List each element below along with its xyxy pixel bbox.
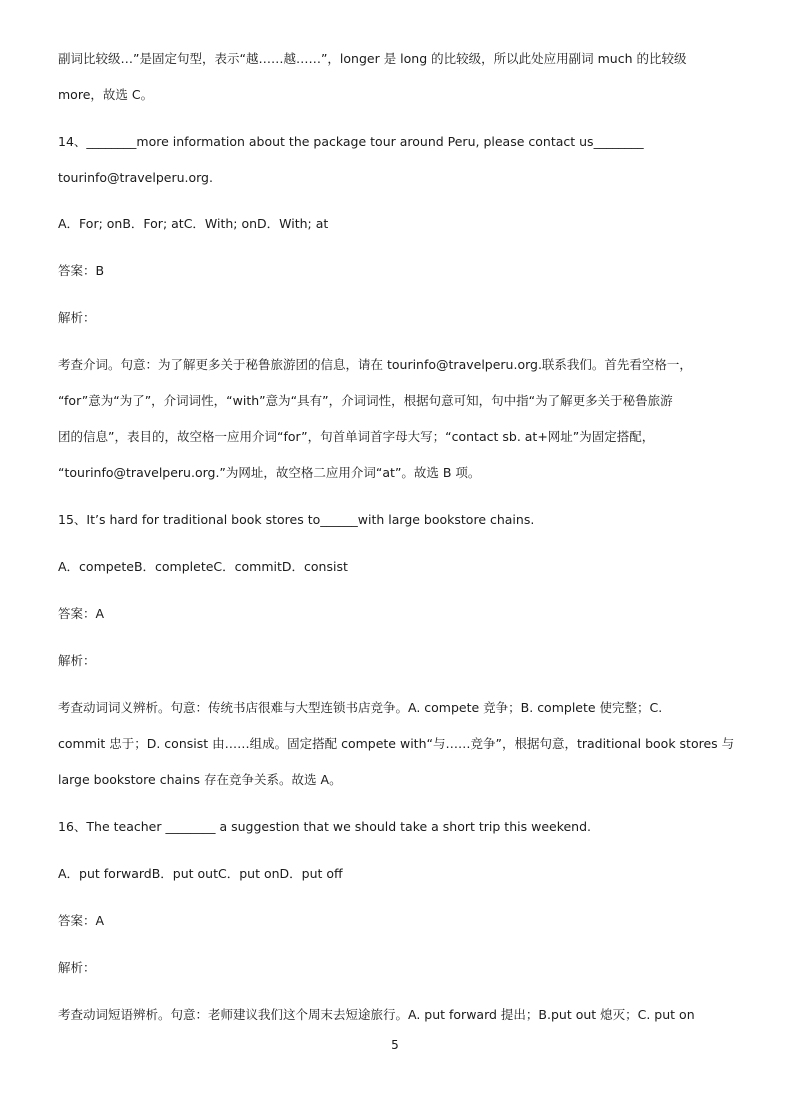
question-14-stem-cont: tourinfo@travelperu.org. xyxy=(58,170,213,185)
question-16-analysis: 考查动词短语辨析。句意：老师建议我们这个周末去短途旅行。A. put forward 提出；B.put out 熄灭；C. put on xyxy=(58,1007,695,1022)
text-line: more，故选 C。 xyxy=(58,87,154,102)
question-14-answer: 答案：B xyxy=(58,263,105,278)
question-15-analysis: commit 忠于；D. consist 由……组成。固定搭配 compete with“与……竞争”，根据句意，traditional book stores 与 xyxy=(58,736,735,751)
question-14-analysis: “tourinfo@travelperu.org.”为网址，故空格二应用介词“at”。故选 B 项。 xyxy=(58,465,481,480)
question-16-analysis-label: 解析： xyxy=(58,960,96,975)
question-16-answer: 答案：A xyxy=(58,913,105,928)
question-16-options: A．put forwardB．put outC．put onD．put off xyxy=(58,866,343,881)
question-15-analysis-label: 解析： xyxy=(58,653,96,668)
question-14-stem: 14、________more information about the package tour around Peru, please contact us________ xyxy=(58,134,644,149)
question-14-analysis: 考查介词。句意：为了解更多关于秘鲁旅游团的信息，请在 tourinfo@travelperu.org.联系我们。首先看空格一， xyxy=(58,357,692,372)
question-16-stem: 16、The teacher ________ a suggestion that we should take a short trip this weekend. xyxy=(58,819,592,834)
question-15-answer: 答案：A xyxy=(58,606,105,621)
question-15-options: A．competeB．completeC．commitD．consist xyxy=(58,559,348,574)
page-number: 5 xyxy=(391,1038,399,1052)
question-14-analysis: 团的信息”，表目的，故空格一应用介词“for”，句首单词首字母大写；“contact sb. at+网址”为固定搭配， xyxy=(58,429,655,444)
text-line: 副词比较级…”是固定句型，表示“越……越……”，longer 是 long 的比较级，所以此处应用副词 much 的比较级 xyxy=(58,51,687,66)
question-14-analysis: “for”意为“为了”，介词词性，“with”意为“具有”，介词词性，根据句意可知，句中指“为了解更多关于秘鲁旅游 xyxy=(58,393,673,408)
question-15-stem: 15、It’s hard for traditional book stores to______with large bookstore chains. xyxy=(58,512,535,527)
question-15-analysis: large bookstore chains 存在竞争关系。故选 A。 xyxy=(58,772,342,787)
question-14-options: A．For; onB．For; atC．With; onD．With; at xyxy=(58,216,329,231)
question-14-analysis-label: 解析： xyxy=(58,310,96,325)
question-15-analysis: 考查动词词义辨析。句意：传统书店很难与大型连锁书店竞争。A. compete 竞争；B. complete 使完整；C. xyxy=(58,700,663,715)
